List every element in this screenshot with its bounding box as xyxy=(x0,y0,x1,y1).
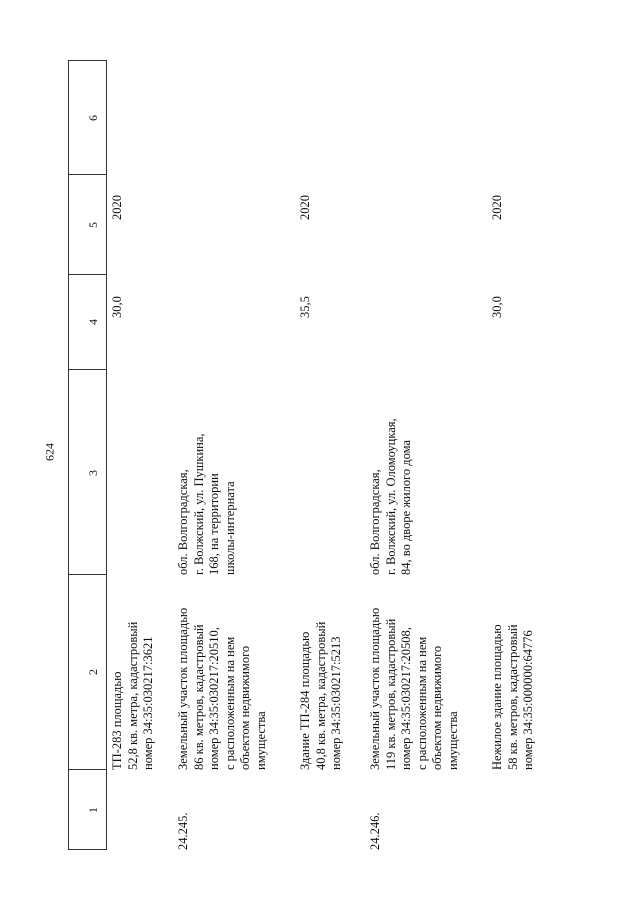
object-description: Земельный участок площадью 119 кв. метров, кадастровый номер 34:35:030217:20508, с расположенным на нем объектом недвижимого имущества xyxy=(368,607,460,770)
header-top-rule xyxy=(68,60,69,850)
column-divider xyxy=(68,369,106,370)
column-header: 1 xyxy=(86,807,100,813)
header-bottom-rule xyxy=(106,60,107,850)
column-divider xyxy=(68,769,106,770)
year-value: 2020 xyxy=(298,195,312,220)
row-number: 24.246. xyxy=(368,812,382,850)
object-description: Земельный участок площадью 86 кв. метров, кадастровый номер 34:35:030217:20510, с расположенным на нем объектом недвижимого имущества xyxy=(176,607,268,770)
object-description: Нежилое здание площадью 58 кв. метров, кадастровый номер 34:35:000000:64776 xyxy=(490,624,535,770)
column-header: 6 xyxy=(86,115,100,121)
area-value: 30,0 xyxy=(110,296,124,318)
column-header: 4 xyxy=(86,319,100,325)
column-header: 2 xyxy=(86,669,100,675)
year-value: 2020 xyxy=(110,195,124,220)
year-value: 2020 xyxy=(490,195,504,220)
column-divider xyxy=(68,849,106,850)
column-header: 3 xyxy=(86,470,100,476)
area-value: 35,5 xyxy=(298,296,312,318)
column-header: 5 xyxy=(86,222,100,228)
object-description: ТП-283 площадью 52,8 кв. метра, кадастровый номер 34:35:030217:3621 xyxy=(110,621,155,770)
rotated-table xyxy=(68,60,598,850)
column-divider xyxy=(68,274,106,275)
column-divider xyxy=(68,174,106,175)
address: обл. Волгоградская, г. Волжский, ул. Пушкина, 168, на территории школы-интерната xyxy=(176,433,237,575)
object-description: Здание ТП-284 площадью 40,8 кв. метра, кадастровый номер 34:35:030217:5213 xyxy=(298,621,343,770)
column-divider xyxy=(68,574,106,575)
area-value: 30,0 xyxy=(490,296,504,318)
address: обл. Волгоградская, г. Волжский, ул. Оломоуцкая, 84, во дворе жилого дома xyxy=(368,418,413,575)
column-divider xyxy=(68,60,106,61)
page-number: 624 xyxy=(42,443,57,461)
row-number: 24.245. xyxy=(176,812,190,850)
